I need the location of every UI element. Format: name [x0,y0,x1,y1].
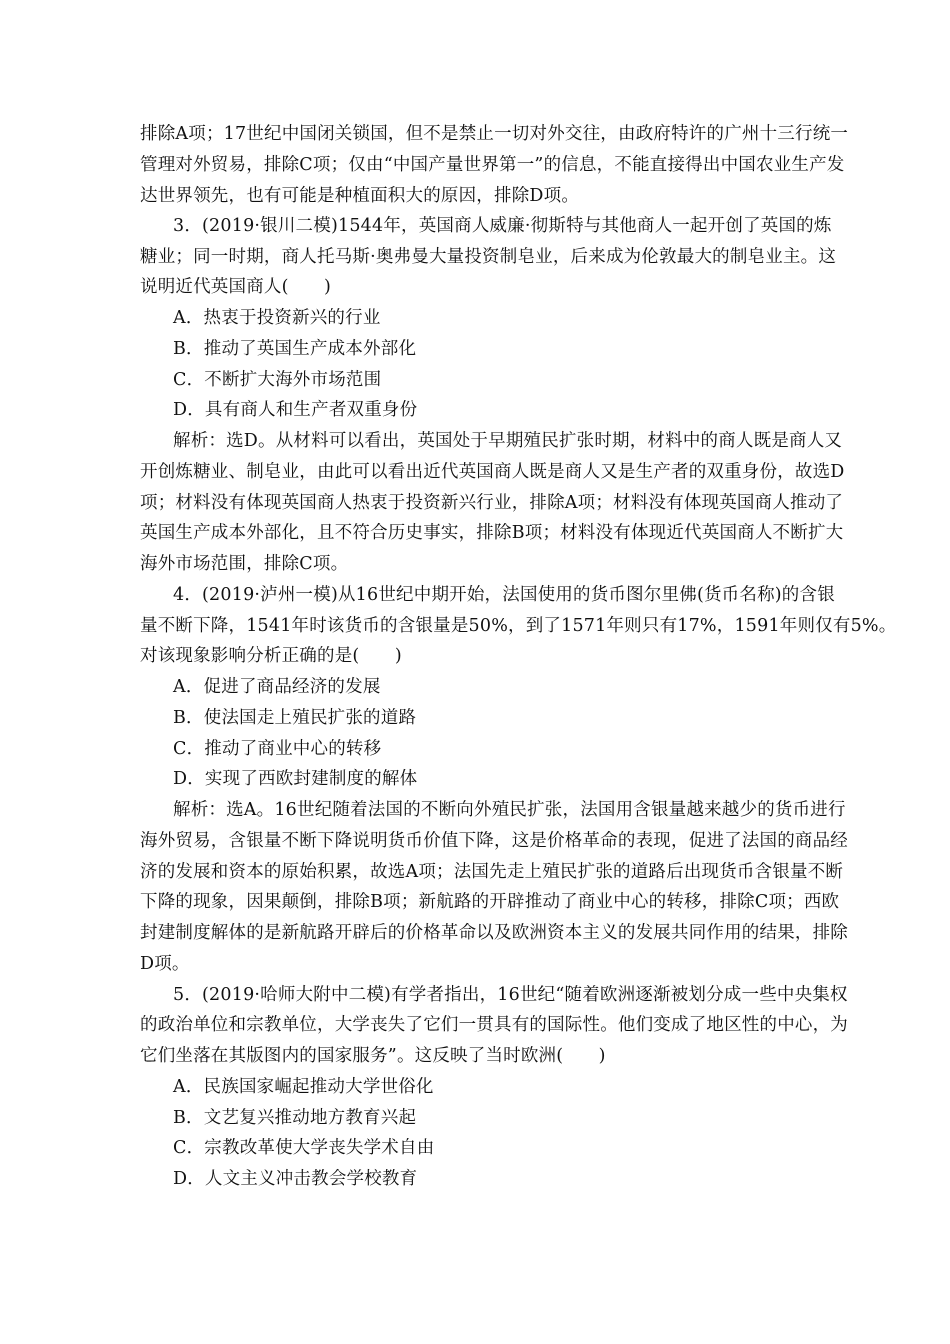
question-3-option-b: B．推动了英国生产成本外部化 [173,339,417,359]
question-3-analysis: 英国生产成本外部化，且不符合历史事实，排除B项；材料没有体现近代英国商人不断扩大 [140,523,844,543]
question-3-option-d: D．具有商人和生产者双重身份 [173,400,418,420]
question-3-option-c: C．不断扩大海外市场范围 [173,370,382,390]
question-5-option-b: B．文艺复兴推动地方教育兴起 [173,1108,417,1128]
question-4-option-d: D．实现了西欧封建制度的解体 [173,769,418,789]
question-4-option-a: A．促进了商品经济的发展 [173,677,381,697]
question-5-option-a: A．民族国家崛起推动大学世俗化 [173,1077,434,1097]
question-3-stem: 说明近代英国商人( ) [140,277,332,297]
question-5-option-c: C．宗教改革使大学丧失学术自由 [173,1138,435,1158]
question-4-stem: 量不断下降，1541年时该货币的含银量是50%，到了1571年则只有17%，1591年则仅有5%。 [140,616,897,636]
paragraph-line: 管理对外贸易，排除C项；仅由“中国产量世界第一”的信息，不能直接得出中国农业生产发 [140,155,845,175]
paragraph-line: 排除A项；17世纪中国闭关锁国，但不是禁止一切对外交往，由政府特许的广州十三行统一 [140,124,849,144]
question-4-stem: 4．(2019·泸州一模)从16世纪中期开始，法国使用的货币图尔里佛(货币名称)的含银 [173,585,835,605]
question-3-option-a: A．热衷于投资新兴的行业 [173,308,381,328]
question-5-stem: 5．(2019·哈师大附中二模)有学者指出，16世纪“随着欧洲逐渐被划分成一些中央集权 [173,985,848,1005]
question-5-option-d: D．人文主义冲击教会学校教育 [173,1169,418,1189]
question-5-stem: 它们坐落在其版图内的国家服务”。这反映了当时欧洲( ) [140,1046,606,1066]
question-4-stem: 对该现象影响分析正确的是( ) [140,646,402,666]
question-4-analysis: 济的发展和资本的原始积累，故选A项；法国先走上殖民扩张的道路后出现货币含银量不断 [140,862,844,882]
paragraph-line: 达世界领先，也有可能是种植面积大的原因，排除D项。 [140,186,580,206]
question-4-analysis: 封建制度解体的是新航路开辟后的价格革命以及欧洲资本主义的发展共同作用的结果，排除 [140,923,848,943]
question-3-analysis: 开创炼糖业、制皂业，由此可以看出近代英国商人既是商人又是生产者的双重身份，故选D [140,462,845,482]
question-3-analysis: 项；材料没有体现英国商人热衷于投资新兴行业，排除A项；材料没有体现英国商人推动了 [140,493,844,513]
question-3-stem: 糖业；同一时期，商人托马斯·奥弗曼大量投资制皂业，后来成为伦敦最大的制皂业主。这 [140,247,837,267]
question-4-option-b: B．使法国走上殖民扩张的道路 [173,708,417,728]
question-3-stem: 3．(2019·银川二模)1544年，英国商人威廉·彻斯特与其他商人一起开创了英国的炼 [173,216,832,236]
question-4-option-c: C．推动了商业中心的转移 [173,739,382,759]
question-4-analysis: D项。 [140,954,190,974]
question-4-analysis: 海外贸易，含银量不断下降说明货币价值下降，这是价格革命的表现，促进了法国的商品经 [140,831,848,851]
question-3-analysis: 海外市场范围，排除C项。 [140,554,349,574]
question-5-stem: 的政治单位和宗教单位，大学丧失了它们一贯具有的国际性。他们变成了地区性的中心，为 [140,1015,848,1035]
question-3-analysis: 解析：选D。从材料可以看出，英国处于早期殖民扩张时期，材料中的商人既是商人又 [173,431,843,451]
question-4-analysis: 下降的现象，因果颠倒，排除B项；新航路的开辟推动了商业中心的转移，排除C项；西欧 [140,892,840,912]
question-4-analysis: 解析：选A。16世纪随着法国的不断向外殖民扩张，法国用含银量越来越少的货币进行 [173,800,846,820]
